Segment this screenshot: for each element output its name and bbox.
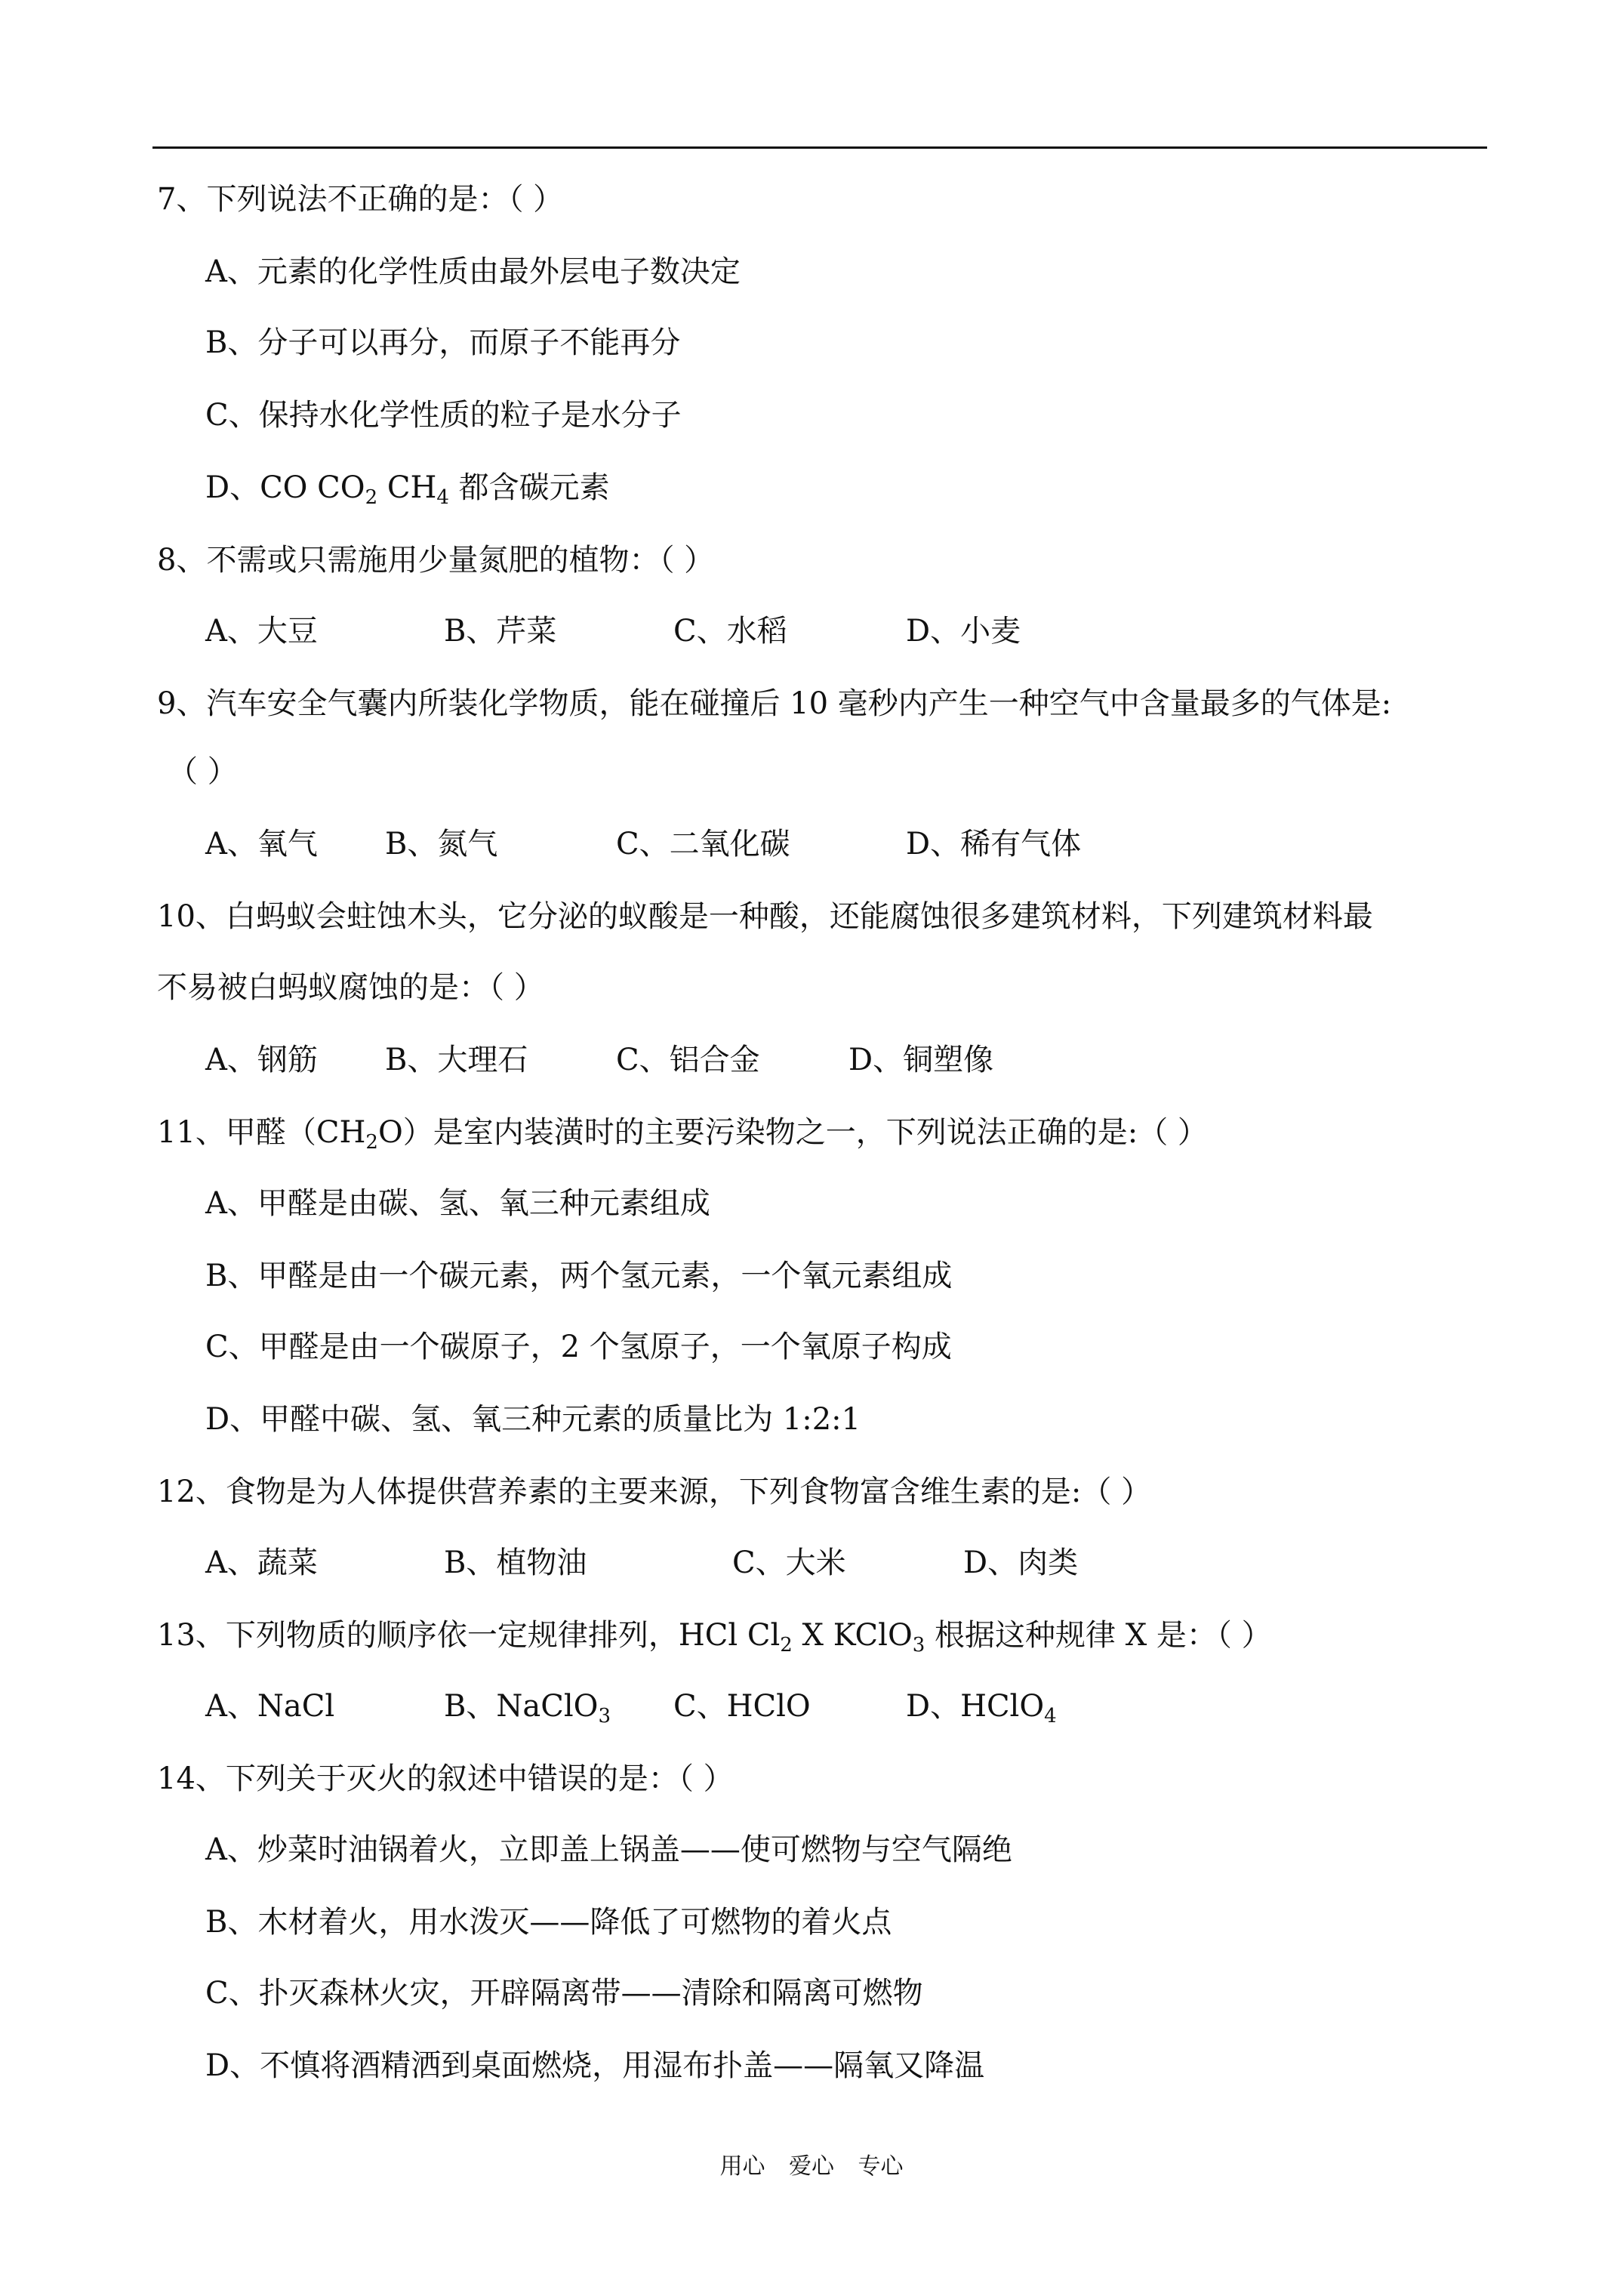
question-13-option-d xyxy=(906,1688,1057,1727)
question-11-option-c: C、甲醛是由一个碳原子，2 个氢原子，一个氧原子构成 xyxy=(205,1330,952,1364)
q7-d-text-2: CH xyxy=(377,470,437,505)
question-12-stem: 12、食物是为人体提供营养素的主要来源，下列食物富含维生素的是:（ ） xyxy=(157,1475,1152,1509)
q7-d-subscript-1: 2 xyxy=(365,486,378,509)
q13-stem-subscript-2: 3 xyxy=(912,1634,925,1657)
question-14-option-b: B、木材着火，用水泼灭——降低了可燃物的着火点 xyxy=(205,1905,892,1940)
question-7-option-a: A、元素的化学性质由最外层电子数决定 xyxy=(205,254,741,289)
q11-stem-text-2: O）是室内装潢时的主要污染物之一，下列说法正确的是:（ ） xyxy=(377,1115,1208,1150)
q7-d-text-3: 都含碳元素 xyxy=(448,470,610,505)
question-13-stem xyxy=(157,1617,1272,1657)
question-7-stem: 7、下列说法不正确的是：（ ） xyxy=(157,182,564,217)
header-rule xyxy=(152,146,1487,149)
q13-stem-text-1: 13、下列物质的顺序依一定规律排列，HCl Cl xyxy=(157,1618,781,1653)
question-11-option-a: A、甲醛是由碳、氢、氧三种元素组成 xyxy=(205,1186,710,1221)
question-10-stem-continued: 不易被白蚂蚁腐蚀的是：（ ） xyxy=(157,970,544,1005)
q13-d-subscript: 4 xyxy=(1044,1705,1057,1727)
question-8-option-d: D、小麦 xyxy=(906,614,1021,649)
question-8-option-a: A、大豆 xyxy=(205,614,318,649)
question-8-stem: 8、不需或只需施用少量氮肥的植物：（ ） xyxy=(157,543,715,578)
question-11-option-d: D、甲醛中碳、氢、氧三种元素的质量比为 1:2:1 xyxy=(205,1402,861,1437)
question-9-option-b: B、氮气 xyxy=(385,827,498,861)
question-13-option-b xyxy=(444,1688,611,1727)
question-12-option-d: D、肉类 xyxy=(963,1546,1079,1580)
question-14-option-a: A、炒菜时油锅着火，立即盖上锅盖——使可燃物与空气隔绝 xyxy=(205,1832,1012,1867)
q13-b-text: B、NaClO xyxy=(444,1689,599,1724)
question-12-option-c: C、大米 xyxy=(732,1546,846,1580)
question-10-stem: 10、白蚂蚁会蛀蚀木头，它分泌的蚁酸是一种酸，还能腐蚀很多建筑材料，下列建筑材料最 xyxy=(157,899,1373,934)
question-10-option-c: C、铝合金 xyxy=(616,1043,760,1077)
question-11-option-b: B、甲醛是由一个碳元素，两个氢元素，一个氧元素组成 xyxy=(205,1259,953,1293)
question-9-stem: 9、汽车安全气囊内所装化学物质，能在碰撞后 10 毫秒内产生一种空气中含量最多的气体是: xyxy=(157,686,1392,721)
question-9-option-d: D、稀有气体 xyxy=(906,827,1082,861)
question-14-option-d: D、不慎将酒精洒到桌面燃烧，用湿布扑盖——隔氧又降温 xyxy=(205,2048,985,2083)
page-footer: 用心 爱心 专心 xyxy=(719,2153,904,2180)
question-13-option-c: C、HClO xyxy=(673,1689,811,1724)
question-9-option-a: A、氧气 xyxy=(205,827,318,861)
q7-d-text-1: D、CO CO xyxy=(205,470,365,505)
q7-d-subscript-2: 4 xyxy=(436,486,449,509)
q13-b-subscript: 3 xyxy=(598,1705,611,1727)
question-10-option-a: A、钢筋 xyxy=(205,1043,318,1077)
question-9-option-c: C、二氧化碳 xyxy=(616,827,790,861)
question-14-stem: 14、下列关于灭火的叙述中错误的是：（ ） xyxy=(157,1761,734,1796)
question-10-option-d: D、铜塑像 xyxy=(848,1043,994,1077)
q11-stem-text-1: 11、甲醛（CH xyxy=(157,1115,366,1150)
question-7-option-c: C、保持水化学性质的粒子是水分子 xyxy=(205,398,682,433)
q13-stem-text-2: X KClO xyxy=(792,1618,913,1653)
question-9-stem-continued: （ ） xyxy=(168,754,238,789)
question-13-option-a: A、NaCl xyxy=(205,1689,335,1724)
question-11-stem xyxy=(157,1114,1208,1154)
question-12-option-a: A、蔬菜 xyxy=(205,1546,318,1580)
q13-stem-subscript-1: 2 xyxy=(780,1634,793,1657)
question-7-option-d xyxy=(205,470,610,509)
question-12-option-b: B、植物油 xyxy=(444,1546,587,1580)
q13-stem-text-3: 根据这种规律 X 是：（ ） xyxy=(925,1618,1272,1653)
question-14-option-c: C、扑灭森林火灾，开辟隔离带——清除和隔离可燃物 xyxy=(205,1976,923,2011)
question-8-option-c: C、水稻 xyxy=(673,614,787,649)
question-10-option-b: B、大理石 xyxy=(385,1043,528,1077)
q11-stem-subscript: 2 xyxy=(365,1131,378,1154)
q13-d-text: D、HClO xyxy=(906,1689,1045,1724)
question-7-option-b: B、分子可以再分，而原子不能再分 xyxy=(205,325,681,360)
question-8-option-b: B、芹菜 xyxy=(444,614,557,649)
